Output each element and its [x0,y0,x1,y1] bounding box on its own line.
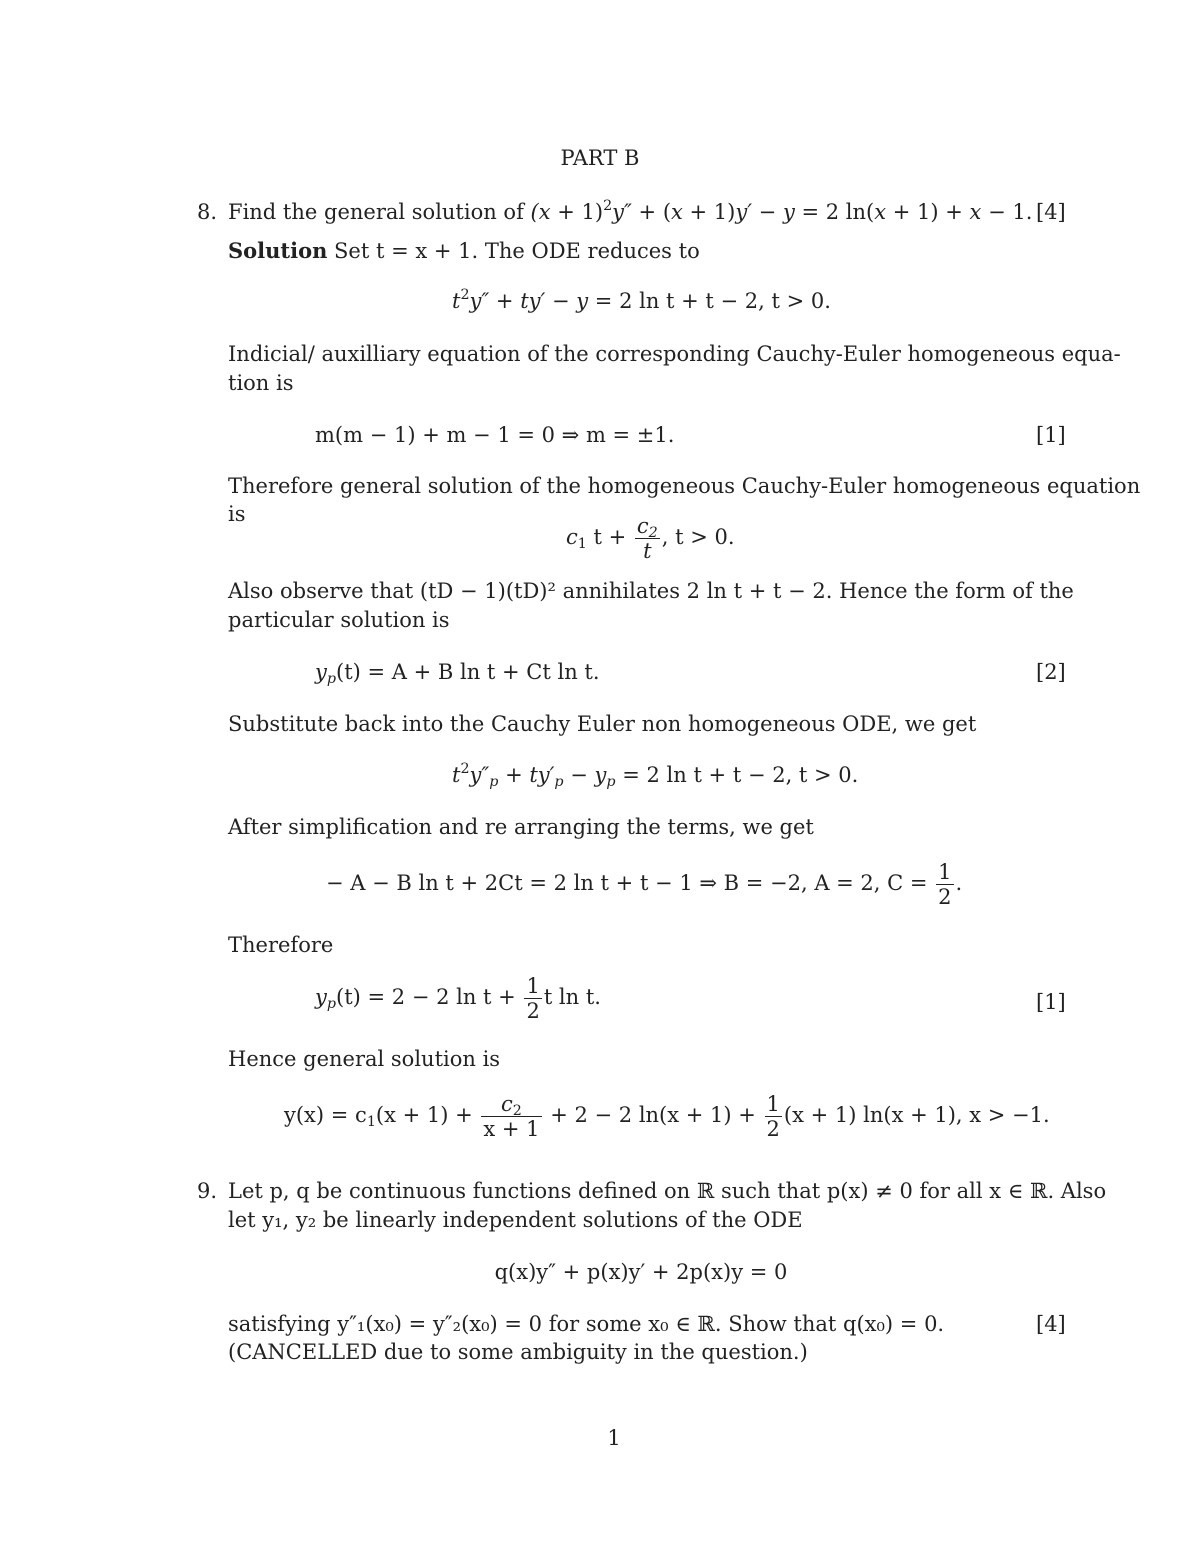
indicial-text-line-1: Indicial/ auxilliary equation of the corresponding Cauchy-Euler homogeneous equa- [228,342,1121,366]
question-8-prompt-text: Find the general solution of [228,200,531,224]
page-heading: PART B [560,146,640,170]
gen-tail: (x + 1) ln(x + 1), x > −1. [783,1103,1050,1128]
therefore-label: Therefore [228,933,334,957]
homog-frac-num-base: c [636,514,649,538]
coeff-eq-left: − A − B ln t + 2Ct = 2 ln t + t − 1 ⇒ B = −2, A = 2, C = [326,871,935,896]
simplify-text: After simplification and re arranging the terms, we get [228,815,814,839]
question-9-marks: [4] [1036,1312,1066,1336]
gen-fraction [481,1092,541,1141]
particular-solution: $y_p(t) = 2 - 2$ ln t + $\frac{1}{2}$ t ln t. [315,974,601,1024]
annihilator-line-1: Also observe that (tD − 1)(tD)² annihilates 2 ln t + t − 2. Hence the form of the [228,579,1074,603]
coefficient-equation [326,860,962,909]
coeff-frac-num: 1 [938,860,952,884]
annihilator-line-2: particular solution is [228,608,450,632]
reduced-ode-lhs: $t^2y'' + ty' - y$ [452,287,589,313]
gen-frac2-den: 2 [766,1117,780,1142]
homog-tail: , t > 0. [661,525,735,550]
particular-marks: [2] [1036,660,1066,684]
reduced-ode [452,287,831,313]
question-8-ode: $(x + 1)^2y'' + (x + 1)y' - y = 2$ ln(x + 1) + x − 1. [530,198,1033,224]
question-9-cancelled-note: (CANCELLED due to some ambiguity in the question.) [228,1340,808,1364]
gen-frac-num-base: c [501,1092,513,1116]
reduced-ode-rhs: = 2 ln t + t − 2, t > 0. [594,289,831,313]
homog-mid: t + [586,525,633,550]
question-8-number: 8. [197,200,218,224]
coeff-frac-den: 2 [938,885,952,910]
gen-frac2-num: 1 [766,1092,780,1116]
homogeneous-solution [566,514,735,563]
gen-sub: 1 [366,1114,376,1131]
yp-tail: t ln t. [543,985,601,1010]
page-number: 1 [607,1426,621,1450]
question-9-line-2: let y₁, y₂ be linearly independent solutions of the ODE [228,1208,803,1232]
solution-label: Solution [228,238,328,263]
homog-c1: c [566,525,578,550]
question-9-number: 9. [197,1179,218,1203]
question-8-marks: [4] [1036,200,1066,224]
indicial-marks: [1] [1036,423,1066,447]
gen-fraction-2 [765,1092,782,1141]
gen-frac-num-sub: 2 [512,1102,522,1119]
coeff-fraction [936,860,953,909]
homog-fraction [635,514,660,563]
therefore-text-line-2: is [228,502,246,526]
coeff-tail: . [955,871,963,896]
yp-frac-num: 1 [526,974,540,998]
solution-intro-line [228,240,700,262]
therefore-text-line-1: Therefore general solution of the homogeneous Cauchy-Euler homogeneous equation [228,474,1141,498]
gen-left: y(x) = c [284,1103,367,1128]
gen-frac-num [481,1092,541,1117]
question-8-prompt [228,198,1033,224]
homog-frac-num [635,514,660,539]
gen-frac-den: x + 1 [483,1117,540,1142]
yp-fraction [524,974,541,1023]
homog-frac-den: t [643,539,652,564]
question-9-condition: satisfying y″₁(x₀) = y″₂(x₀) = 0 for some x₀ ∈ ℝ. Show that q(x₀) = 0. [228,1312,945,1336]
indicial-text-line-2: tion is [228,371,294,395]
substituted-ode-lhs: $t^2y''_p + ty'_p - y_p$ [452,761,616,790]
question-9-line-1: Let p, q be continuous functions defined on ℝ such that p(x) ≠ 0 for all x ∈ ℝ. Also [228,1179,1107,1203]
substitute-text: Substitute back into the Cauchy Euler non homogeneous ODE, we get [228,712,977,736]
particular-form-rest: (t) = A + B ln t + Ct ln t. [336,660,600,684]
homog-c1-sub: 1 [577,536,587,553]
hence-text: Hence general solution is [228,1047,501,1071]
general-solution [284,1092,1050,1141]
question-9-ode: q(x)y″ + p(x)y′ + 2p(x)y = 0 [494,1260,788,1284]
substituted-ode-rhs: = 2 ln t + t − 2, t > 0. [622,763,859,787]
yp-frac-den: 2 [526,999,540,1024]
particular-solution-marks: [1] [1036,990,1066,1014]
yp-left: (t) = 2 − 2 ln t + [336,985,523,1010]
solution-intro-text: Set t = x + 1. The ODE reduces to [327,239,700,263]
gen-mid: (x + 1) + [375,1103,480,1128]
gen-mid2: + 2 − 2 ln(x + 1) + [543,1103,763,1128]
indicial-equation: m(m − 1) + m − 1 = 0 ⇒ m = ±1. [315,423,675,447]
homog-frac-num-sub: 2 [648,524,658,541]
substituted-ode [452,761,859,790]
particular-form: $y_p(t) = A + B$ ln t + Ct ln t. [315,660,600,687]
